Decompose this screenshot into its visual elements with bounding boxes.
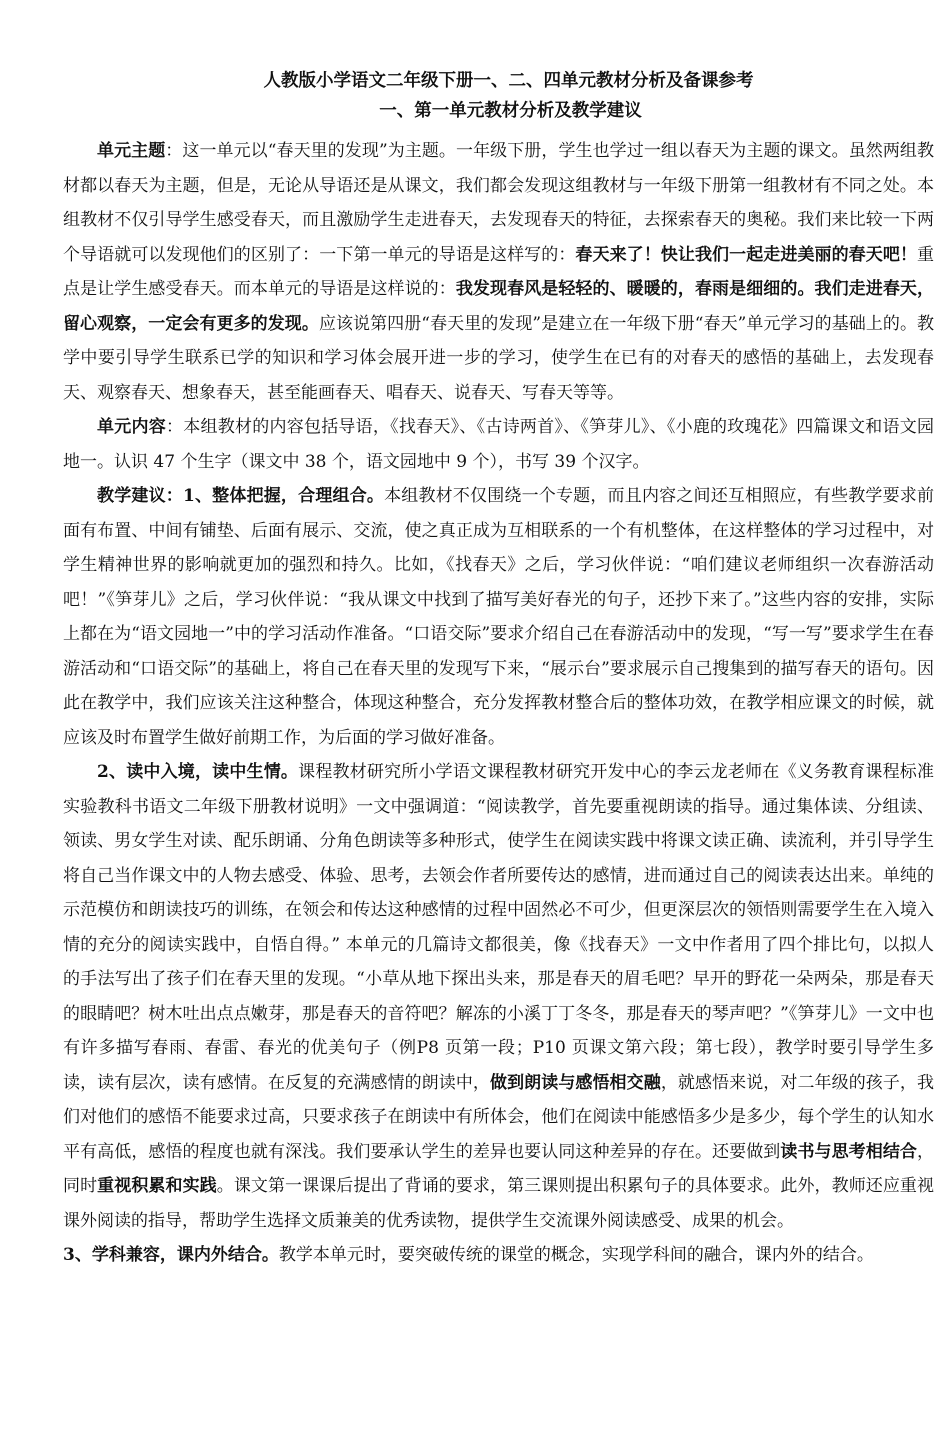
unit-content-label: 单元内容 [97, 417, 166, 437]
suggestion-2-text-3: ，同时 [63, 1141, 934, 1196]
suggestion-1-heading: ：1、整体把握，合理组合。 [165, 486, 385, 506]
section-heading: 一、第一单元教材分析及教学建议 [379, 101, 642, 121]
suggestion-2-bold-4: 重视积累和实践 [97, 1176, 217, 1196]
unit-theme-label: 单元主题 [97, 141, 166, 161]
suggestion-2-bold-2: 做到朗读与感悟相交融 [490, 1072, 661, 1093]
paragraph-teaching-suggestion-3 [63, 1238, 934, 1273]
paragraph-teaching-suggestion-1 [63, 479, 934, 755]
suggestion-2-text-4: 。课文第一课课后提出了背诵的要求，第三课则提出积累句子的具体要求。此外，教师还应重视课外阅读的指导，帮助学生选择文质兼美的优秀读物，提供学生交流课外阅读感受、成果的机会。 [63, 1176, 935, 1231]
paragraph-teaching-suggestion-2 [63, 755, 934, 1238]
suggestion-2-heading: 2、读中入境，读中生情。 [97, 762, 299, 782]
unit-theme-bold-1: 春天来了！快让我们一起走进美丽的春天吧！ [575, 244, 918, 265]
teaching-suggestion-label: 教学建议 [97, 486, 166, 506]
unit-content-text: ：本组教材的内容包括导语，《找春天》、《古诗两首》、《笋芽儿》、《小鹿的玫瑰花》四篇课文和语文园地一。认识 47 个生字（课文中 38 个，语文园地中 9 个），书写 39 个汉字。 [63, 417, 935, 472]
unit-theme-bold-2: 我发现春风是轻轻的、暖暖的，春雨是细细的。我们走进春天，留心观察，一定会有更多的发现。 [63, 279, 935, 334]
document-title: 人教版小学语文二年级下册一、二、四单元教材分析及备课参考 [263, 71, 754, 91]
suggestion-3-text: 教学本单元时，要突破传统的课堂的概念，实现学科间的融合，课内外的结合。 [278, 1245, 874, 1265]
suggestion-2-bold-3: 读书与思考相结合 [780, 1141, 917, 1162]
suggestion-3-heading: 3、学科兼容，课内外结合。 [63, 1245, 279, 1265]
paragraph-unit-theme [63, 134, 934, 410]
paragraph-unit-content [63, 410, 934, 479]
suggestion-1-text: 本组教材不仅围绕一个专题，而且内容之间还互相照应，有些教学要求前面有布置、中间有铺垫、后面有展示、交流，使之真正成为互相联系的一个有机整体，在这样整体的学习过程中，对学生精神世界的影响就更加的强烈和持久。比如，《找春天》之后，学习伙伴说：“咱们建议老师组织一次春游活动吧！”《笋芽儿》之后，学习伙伴说：“我从课文中找到了描写美好春光的句子，还抄下来了。”这些内容的安排，实际上都在为“语文园地一”中的学习活动作准备。“口语交际”要求介绍自己在春游活动中的发现，“写一写”要求学生在春游活动和“口语交际”的基础上，将自己在春天里的发现写下来，“展示台”要求展示自己搜集到的描写春天的语句。因此在教学中，我们应该关注这种整合，体现这种整合，充分发挥教材整合后的整体功效，在教学相应课文的时候，就应该及时布置学生做好前期工作，为后面的学习做好准备。 [63, 486, 935, 748]
unit-theme-text-3: 应该说第四册“春天里的发现”是建立在一年级下册“春天”单元学习的基础上的。教学中要引导学生联系已学的知识和学习体会展开进一步的学习，使学生在已有的对春天的感悟的基础上，去发现春天、观察春天、想象春天，甚至能画春天、唱春天、说春天、写春天等等。 [63, 313, 935, 403]
suggestion-2-text-2: ，就感悟来说，对二年级的孩子，我们对他们的感悟不能要求过高，只要求孩子在朗读中有所体会，他们在阅读中能感悟多少是多少，每个学生的认知水平有高低，感悟的程度也就有深浅。我们要承认学生的差异也要认同这种差异的存在。还要做到 [63, 1072, 935, 1162]
unit-theme-text-2: 重点是让学生感受春天。而本单元的导语是这样说的： [63, 244, 935, 299]
unit-theme-text-1: ：这一单元以“春天里的发现”为主题。一年级下册，学生也学过一组以春天为主题的课文。虽然两组教材都以春天为主题，但是，无论从导语还是从课文，我们都会发现这组教材与一年级下册第一组教材有不同之处。本组教材不仅引导学生感受春天，而且激励学生走进春天，去发现春天的特征，去探索春天的奥秘。我们来比较一下两个导语就可以发现他们的区别了：一下第一单元的导语是这样写的： [63, 141, 934, 265]
suggestion-2-text-1: 课程教材研究所小学语文课程教材研究开发中心的李云龙老师在《义务教育课程标准实验教科书语文二年级下册教材说明》一文中强调道：“阅读教学，首先要重视朗读的指导。通过集体读、分组读、领读、男女学生对读、配乐朗诵、分角色朗读等多种形式，使学生在阅读实践中将课文读正确、读流利，并引导学生将自己当作课文中的人物去感受、体验、思考，去领会作者所要传达的感情，进而通过自己的阅读表达出来。单纯的示范模仿和朗读技巧的训练，在领会和传达这种感情的过程中固然必不可少，但更深层次的领悟则需要学生在入境入情的充分的阅读实践中，自悟自得。” 本单元的几篇诗文都很美，像《找春天》一文中作者用了四个排比句，以拟人的手法写出了孩子们在春天里的发现。“小草从地下探出头来，那是春天的眉毛吧？早开的野花一朵两朵，那是春天的眼睛吧？树木吐出点点嫩芽，那是春天的音符吧？解冻的小溪丁丁冬冬，那是春天的琴声吧？”《笋芽儿》一文中也有许多描写春雨、春雷、春光的优美句子（例P8 页第一段；P10 页课文第六段；第七段），教学时要引导学生多读，读有层次，读有感情。在反复的充满感情的朗读中， [63, 762, 935, 1093]
